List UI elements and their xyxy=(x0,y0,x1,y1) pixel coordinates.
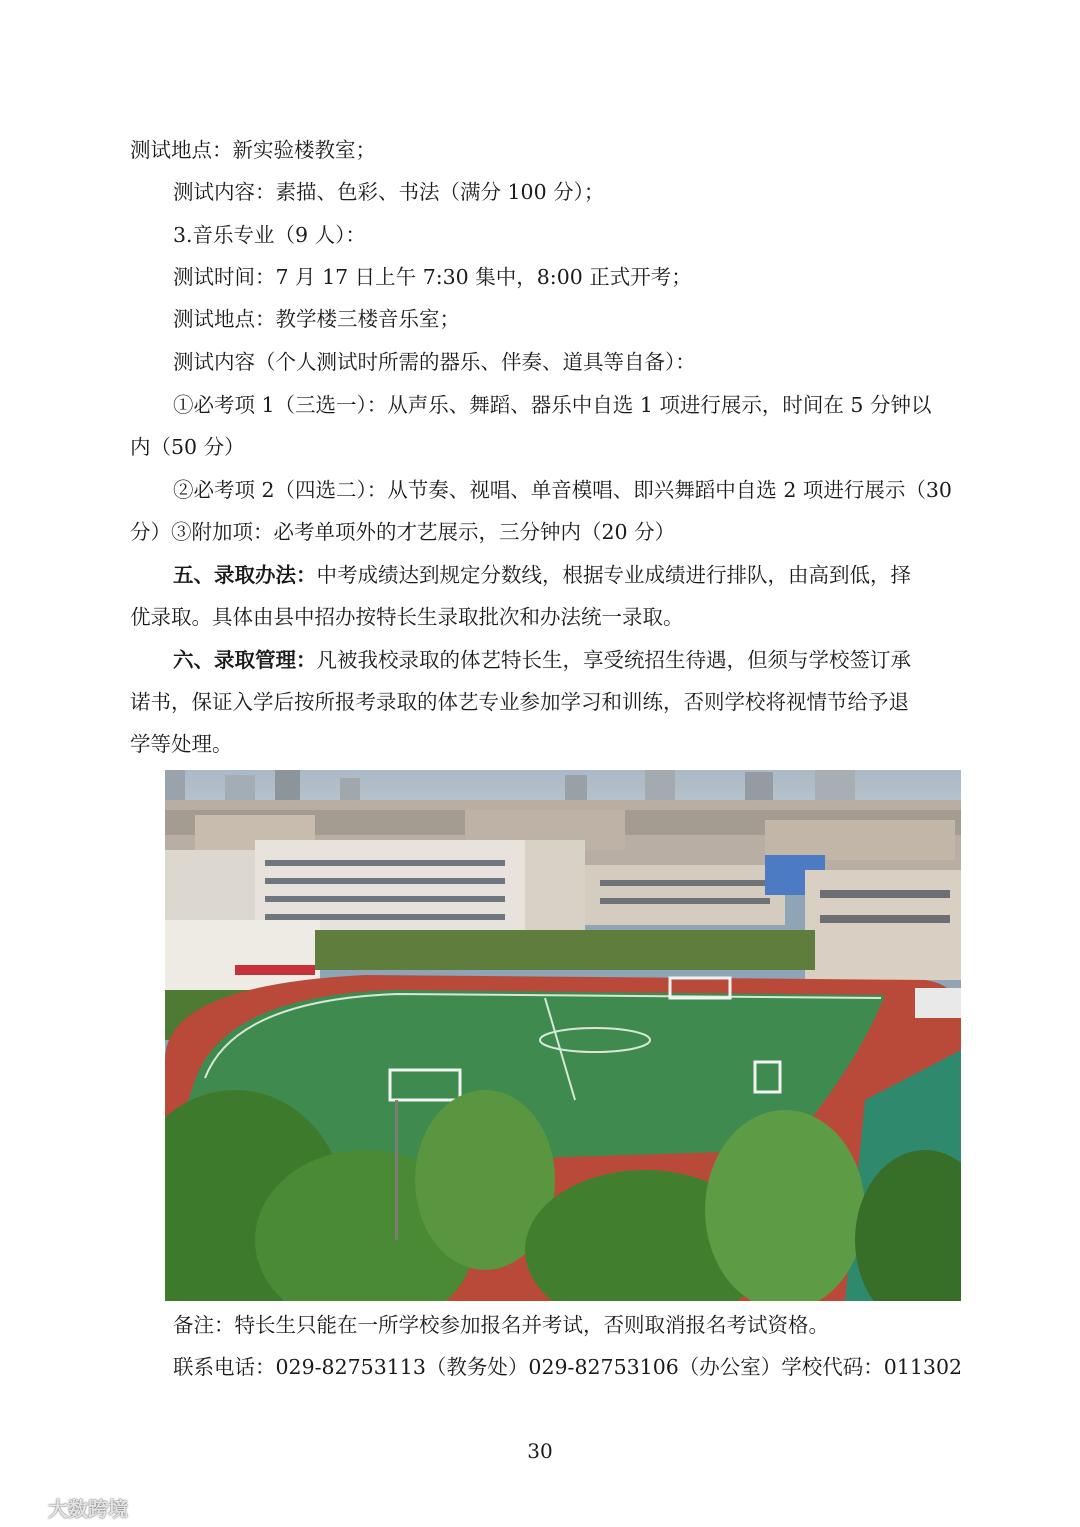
contact-line: 联系电话：029-82753113（教务处）029-82753106（办公室）学校代码：011302 xyxy=(173,1355,963,1379)
watermark-text: 大数跨境 xyxy=(48,1496,128,1521)
note-line: 备注：特长生只能在一所学校参加报名并考试，否则取消报名考试资格。 xyxy=(173,1313,829,1337)
weibo-logo-icon xyxy=(8,1494,42,1520)
text-line-admission-method-cont: 优录取。具体由县中招办按特长生录取批次和办法统一录取。 xyxy=(130,605,684,629)
text-line-test-location-music: 测试地点：教学楼三楼音乐室； xyxy=(173,307,460,331)
section-admission-management xyxy=(173,646,960,674)
text-line-test-content-art: 测试内容：素描、色彩、书法（满分 100 分）； xyxy=(173,180,605,204)
section-admission-method xyxy=(173,561,960,589)
text-line-test-content-music: 测试内容（个人测试时所需的器乐、伴奏、道具等自备）： xyxy=(173,350,696,374)
text-line-test-location-art: 测试地点：新实验楼教室； xyxy=(130,138,376,162)
section-heading: 五、录取办法： xyxy=(173,563,317,587)
section-heading: 六、录取管理： xyxy=(173,648,317,672)
text-line-required-item-1: ①必考项 1（三选一）：从声乐、舞蹈、器乐中自选 1 项进行展示，时间在 5 分钟以 xyxy=(173,393,932,417)
text-line-admission-management-cont: 诺书，保证入学后按所报考录取的体艺专业参加学习和训练，否则学校将视情节给予退 xyxy=(130,690,909,714)
text-line-admission-management-end: 学等处理。 xyxy=(130,732,233,756)
watermark xyxy=(8,1492,128,1522)
text-line-required-item-2: ②必考项 2（四选二）：从节奏、视唱、单音模唱、即兴舞蹈中自选 2 项进行展示（30 xyxy=(173,478,952,502)
school-campus-sports-field-photo xyxy=(165,770,961,1301)
section-text: 中考成绩达到规定分数线，根据专业成绩进行排队，由高到低，择 xyxy=(316,563,911,587)
text-line-additional-item: 分）③附加项：必考单项外的才艺展示，三分钟内（20 分） xyxy=(130,520,676,544)
page-number: 30 xyxy=(527,1439,553,1463)
text-line-test-time-music: 测试时间：7 月 17 日上午 7:30 集中，8:00 正式开考； xyxy=(173,265,692,289)
text-line-required-item-1-cont: 内（50 分） xyxy=(130,435,245,459)
text-line-music-major: 3.音乐专业（9 人）： xyxy=(173,223,366,247)
section-text: 凡被我校录取的体艺特长生，享受统招生待遇，但须与学校签订承 xyxy=(316,648,911,672)
